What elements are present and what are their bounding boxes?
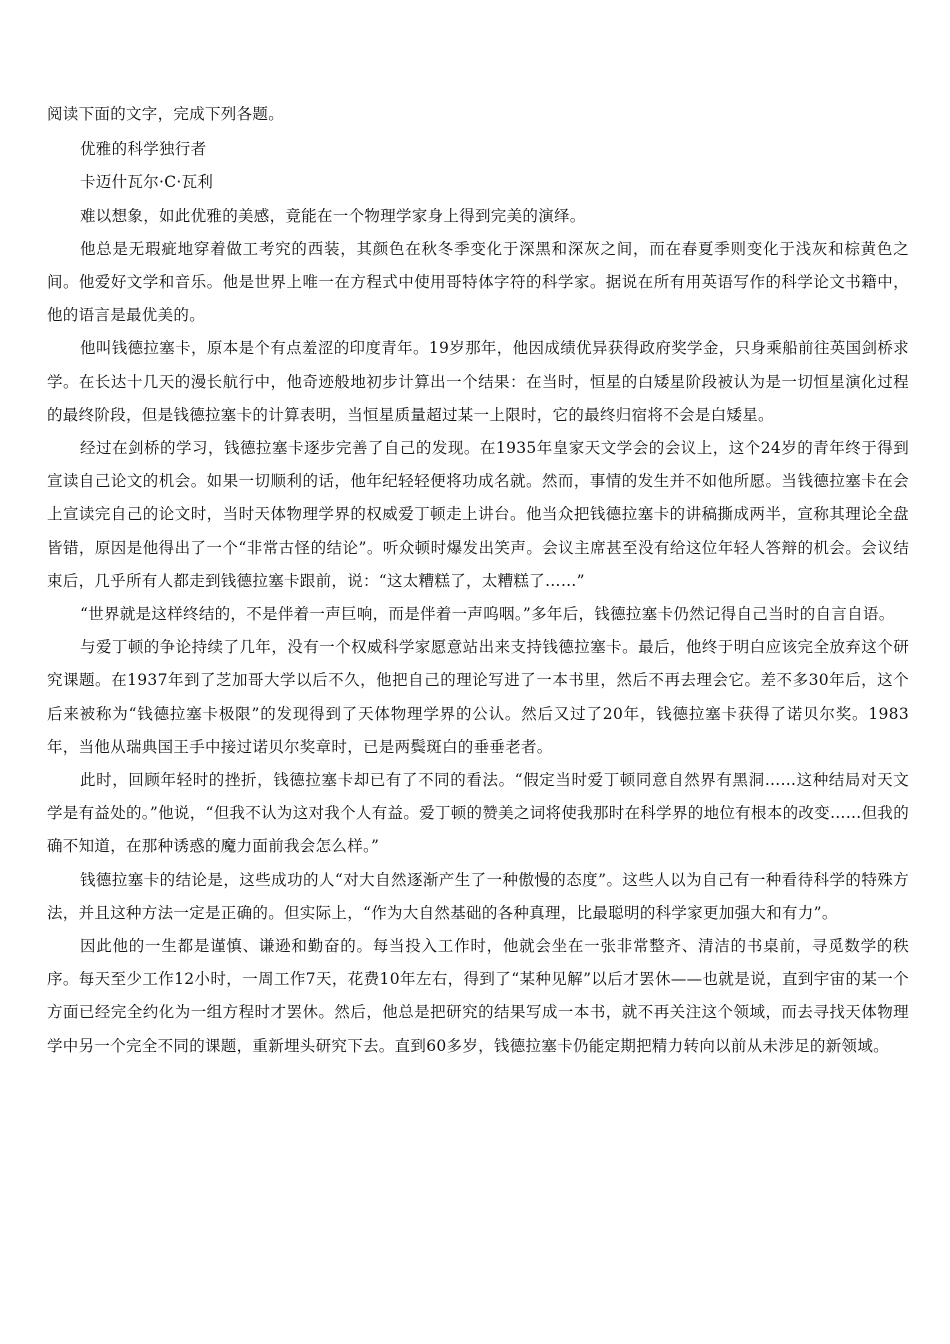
paragraph-2: 他总是无瑕疵地穿着做工考究的西装，其颜色在秋冬季变化于深黑和深灰之间，而在春夏季则变化于浅灰和棕黄色之间。他爱好文学和音乐。他是世界上唯一在方程式中使用哥特体字符的科学家。据说在所有用英语写作的科学论文书籍中，他的语言是最优美的。: [47, 239, 909, 325]
paragraph-8: 钱德拉塞卡的结论是，这些成功的人“对大自然逐渐产生了一种傲慢的态度”。这些人以为自己有一种看待科学的特殊方法，并且这种方法一定是正确的。但实际上，“作为大自然基础的各种真理，比最聪明的科学家更加强大和有力”。: [47, 870, 909, 922]
article-author: 卡迈什瓦尔·C·瓦利: [80, 173, 214, 192]
article-title: 优雅的科学独行者: [80, 140, 207, 159]
paragraph-7: 此时，回顾年轻时的挫折，钱德拉塞卡却已有了不同的看法。“假定当时爱丁顿同意自然界有黑洞……这种结局对天文学是有益处的。”他说，“但我不认为这对我个人有益。爱丁顿的赞美之词将使我那时在科学界的地位有根本的改变……但我的确不知道，在那种诱惑的魔力面前我会怎么样。”: [47, 771, 909, 856]
paragraph-9: 因此他的一生都是谨慎、谦逊和勤奋的。每当投入工作时，他就会坐在一张非常整齐、清洁的书桌前，寻觅数学的秩序。每天至少工作12小时，一周工作7天，花费10年左右，得到了“某种见解”以后才罢休——也就是说，直到宇宙的某一个方面已经完全约化为一组方程时才罢休。然后，他总是把研究的结果写成一本书，就不再关注这个领域，而去寻找天体物理学中另一个完全不同的课题，重新埋头研究下去。直到60多岁，钱德拉塞卡仍能定期把精力转向以前从未涉足的新领域。: [47, 937, 909, 1055]
paragraph-1: 难以想象，如此优雅的美感，竟能在一个物理学家身上得到完美的演绎。: [80, 206, 586, 225]
paragraph-3: 他叫钱德拉塞卡，原本是个有点羞涩的印度青年。19岁那年，他因成绩优异获得政府奖学金，只身乘船前往英国剑桥求学。在长达十几天的漫长航行中，他奇迹般地初步计算出一个结果：在当时，恒星的白矮星阶段被认为是一切恒星演化过程的最终阶段，但是钱德拉塞卡的计算表明，当恒星质量超过某一上限时，它的最终归宿将不会是白矮星。: [47, 339, 909, 424]
paragraph-5: “世界就是这样终结的，不是伴着一声巨响，而是伴着一声呜咽。”多年后，钱德拉塞卡仍然记得自己当时的自言自语。: [80, 605, 895, 624]
document-page: [47, 98, 909, 1063]
paragraph-4: 经过在剑桥的学习，钱德拉塞卡逐步完善了自己的发现。在1935年皇家天文学会的会议上，这个24岁的青年终于得到宣读自己论文的机会。如果一切顺利的话，他年纪轻轻便将功成名就。然而，事情的发生并不如他所愿。当钱德拉塞卡在会上宣读完自己的论文时，当时天体物理学界的权威爱丁顿走上讲台。他当众把钱德拉塞卡的讲稿撕成两半，宣称其理论全盘皆错，原因是他得出了一个“非常古怪的结论”。听众顿时爆发出笑声。会议主席甚至没有给这位年轻人答辩的机会。会议结束后，几乎所有人都走到钱德拉塞卡跟前，说：“这太糟糕了，太糟糕了……”: [47, 439, 909, 590]
reading-instruction: 阅读下面的文字，完成下列各题。: [47, 105, 285, 123]
paragraph-6: 与爱丁顿的争论持续了几年，没有一个权威科学家愿意站出来支持钱德拉塞卡。最后，他终于明白应该完全放弃这个研究课题。在1937年到了芝加哥大学以后不久，他把自己的理论写进了一本书里，然后不再去理会它。差不多30年后，这个后来被称为“钱德拉塞卡极限”的发现得到了天体物理学界的公认。然后又过了20年，钱德拉塞卡获得了诺贝尔奖。1983年，当他从瑞典国王手中接过诺贝尔奖章时，已是两鬓斑白的垂垂老者。: [47, 638, 909, 756]
